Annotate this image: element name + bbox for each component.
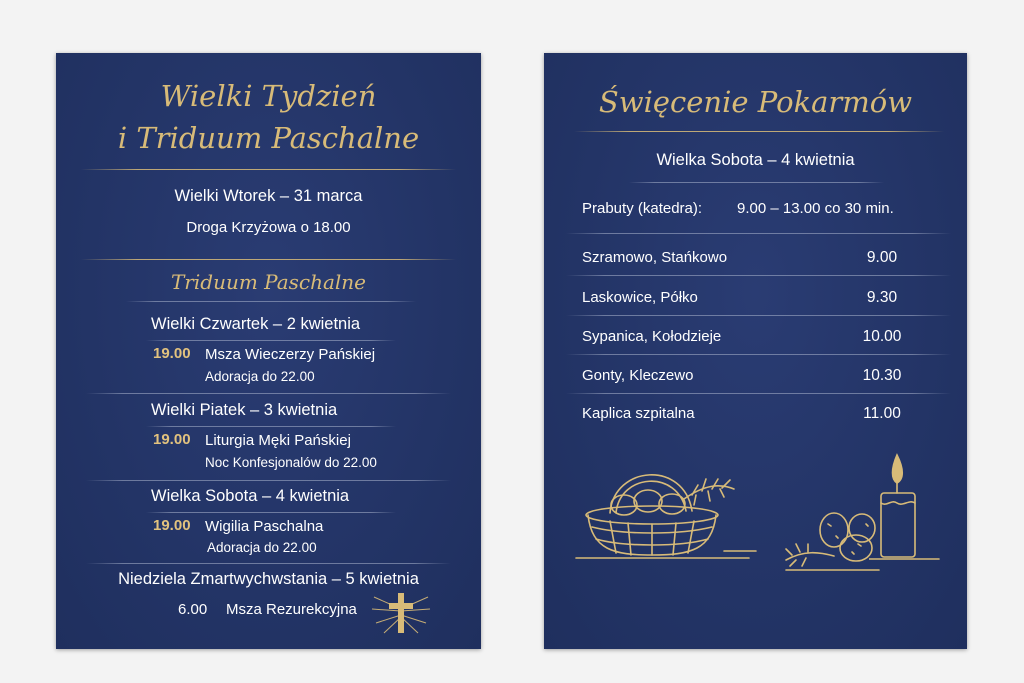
- divider: [146, 426, 396, 427]
- schedule-time: 9.00: [866, 249, 898, 266]
- divider: [566, 354, 951, 355]
- friday-time: 19.00: [153, 431, 191, 448]
- schedule-time: 10.00: [862, 328, 902, 345]
- schedule-time: 9.30: [866, 289, 898, 306]
- schedule-place: Kaplica szpitalna: [582, 405, 695, 422]
- sunday-time: 6.00: [178, 601, 208, 618]
- divider: [81, 169, 456, 170]
- saturday-date: Wielka Sobota – 4 kwietnia: [656, 151, 855, 169]
- saturday-time: 19.00: [153, 517, 191, 534]
- holy-week-panel: [56, 53, 481, 649]
- saturday-note: Adoracja do 22.00: [207, 540, 317, 555]
- cathedral-label: Prabuty (katedra):: [582, 200, 703, 217]
- friday-note: Noc Konfesjonalów do 22.00: [205, 455, 377, 470]
- blessing-of-food-panel: [544, 53, 967, 649]
- divider: [86, 393, 451, 394]
- divider: [566, 393, 951, 394]
- cathedral-times: 9.00 – 13.00 co 30 min.: [737, 200, 894, 217]
- thursday-event: Msza Wieczerzy Pańskiej: [205, 346, 376, 363]
- triduum-heading: Triduum Paschalne: [170, 270, 367, 294]
- schedule-place: Szramowo, Stańkowo: [582, 249, 728, 266]
- easter-basket-icon: [574, 455, 759, 565]
- title-line-2: i Triduum Paschalne: [117, 121, 420, 155]
- tuesday-heading: Wielki Wtorek – 31 marca: [174, 187, 363, 205]
- schedule-place: Gonty, Kleczewo: [582, 367, 694, 384]
- cross-icon: [368, 587, 434, 639]
- thursday-heading: Wielki Czwartek – 2 kwietnia: [151, 315, 361, 333]
- divider: [86, 480, 451, 481]
- schedule-place: Laskowice, Półko: [582, 289, 698, 306]
- schedule-place: Sypanica, Kołodzieje: [582, 328, 722, 345]
- title-line-1: Wielki Tydzień: [160, 79, 377, 113]
- thursday-note: Adoracja do 22.00: [205, 369, 315, 384]
- divider: [629, 182, 884, 183]
- divider: [566, 233, 951, 234]
- divider: [81, 259, 456, 260]
- blessing-title: Święcenie Pokarmów: [598, 85, 913, 119]
- divider: [146, 340, 396, 341]
- sunday-event: Msza Rezurekcyjna: [226, 601, 357, 618]
- divider: [126, 301, 416, 302]
- sunday-heading: Niedziela Zmartwychwstania – 5 kwietnia: [118, 570, 419, 588]
- friday-event: Liturgia Męki Pańskiej: [205, 432, 351, 449]
- schedule-time: 11.00: [863, 405, 901, 422]
- thursday-time: 19.00: [153, 345, 191, 362]
- saturday-event: Wigilia Paschalna: [205, 518, 324, 535]
- divider: [146, 512, 396, 513]
- tuesday-event: Droga Krzyżowa o 18.00: [186, 219, 351, 236]
- saturday-heading: Wielka Sobota – 4 kwietnia: [151, 487, 350, 505]
- divider: [574, 131, 944, 132]
- friday-heading: Wielki Piatek – 3 kwietnia: [151, 401, 338, 419]
- divider: [86, 563, 451, 564]
- divider: [566, 315, 951, 316]
- divider: [566, 275, 951, 276]
- schedule-time: 10.30: [862, 367, 902, 384]
- candle-icon: [869, 449, 949, 569]
